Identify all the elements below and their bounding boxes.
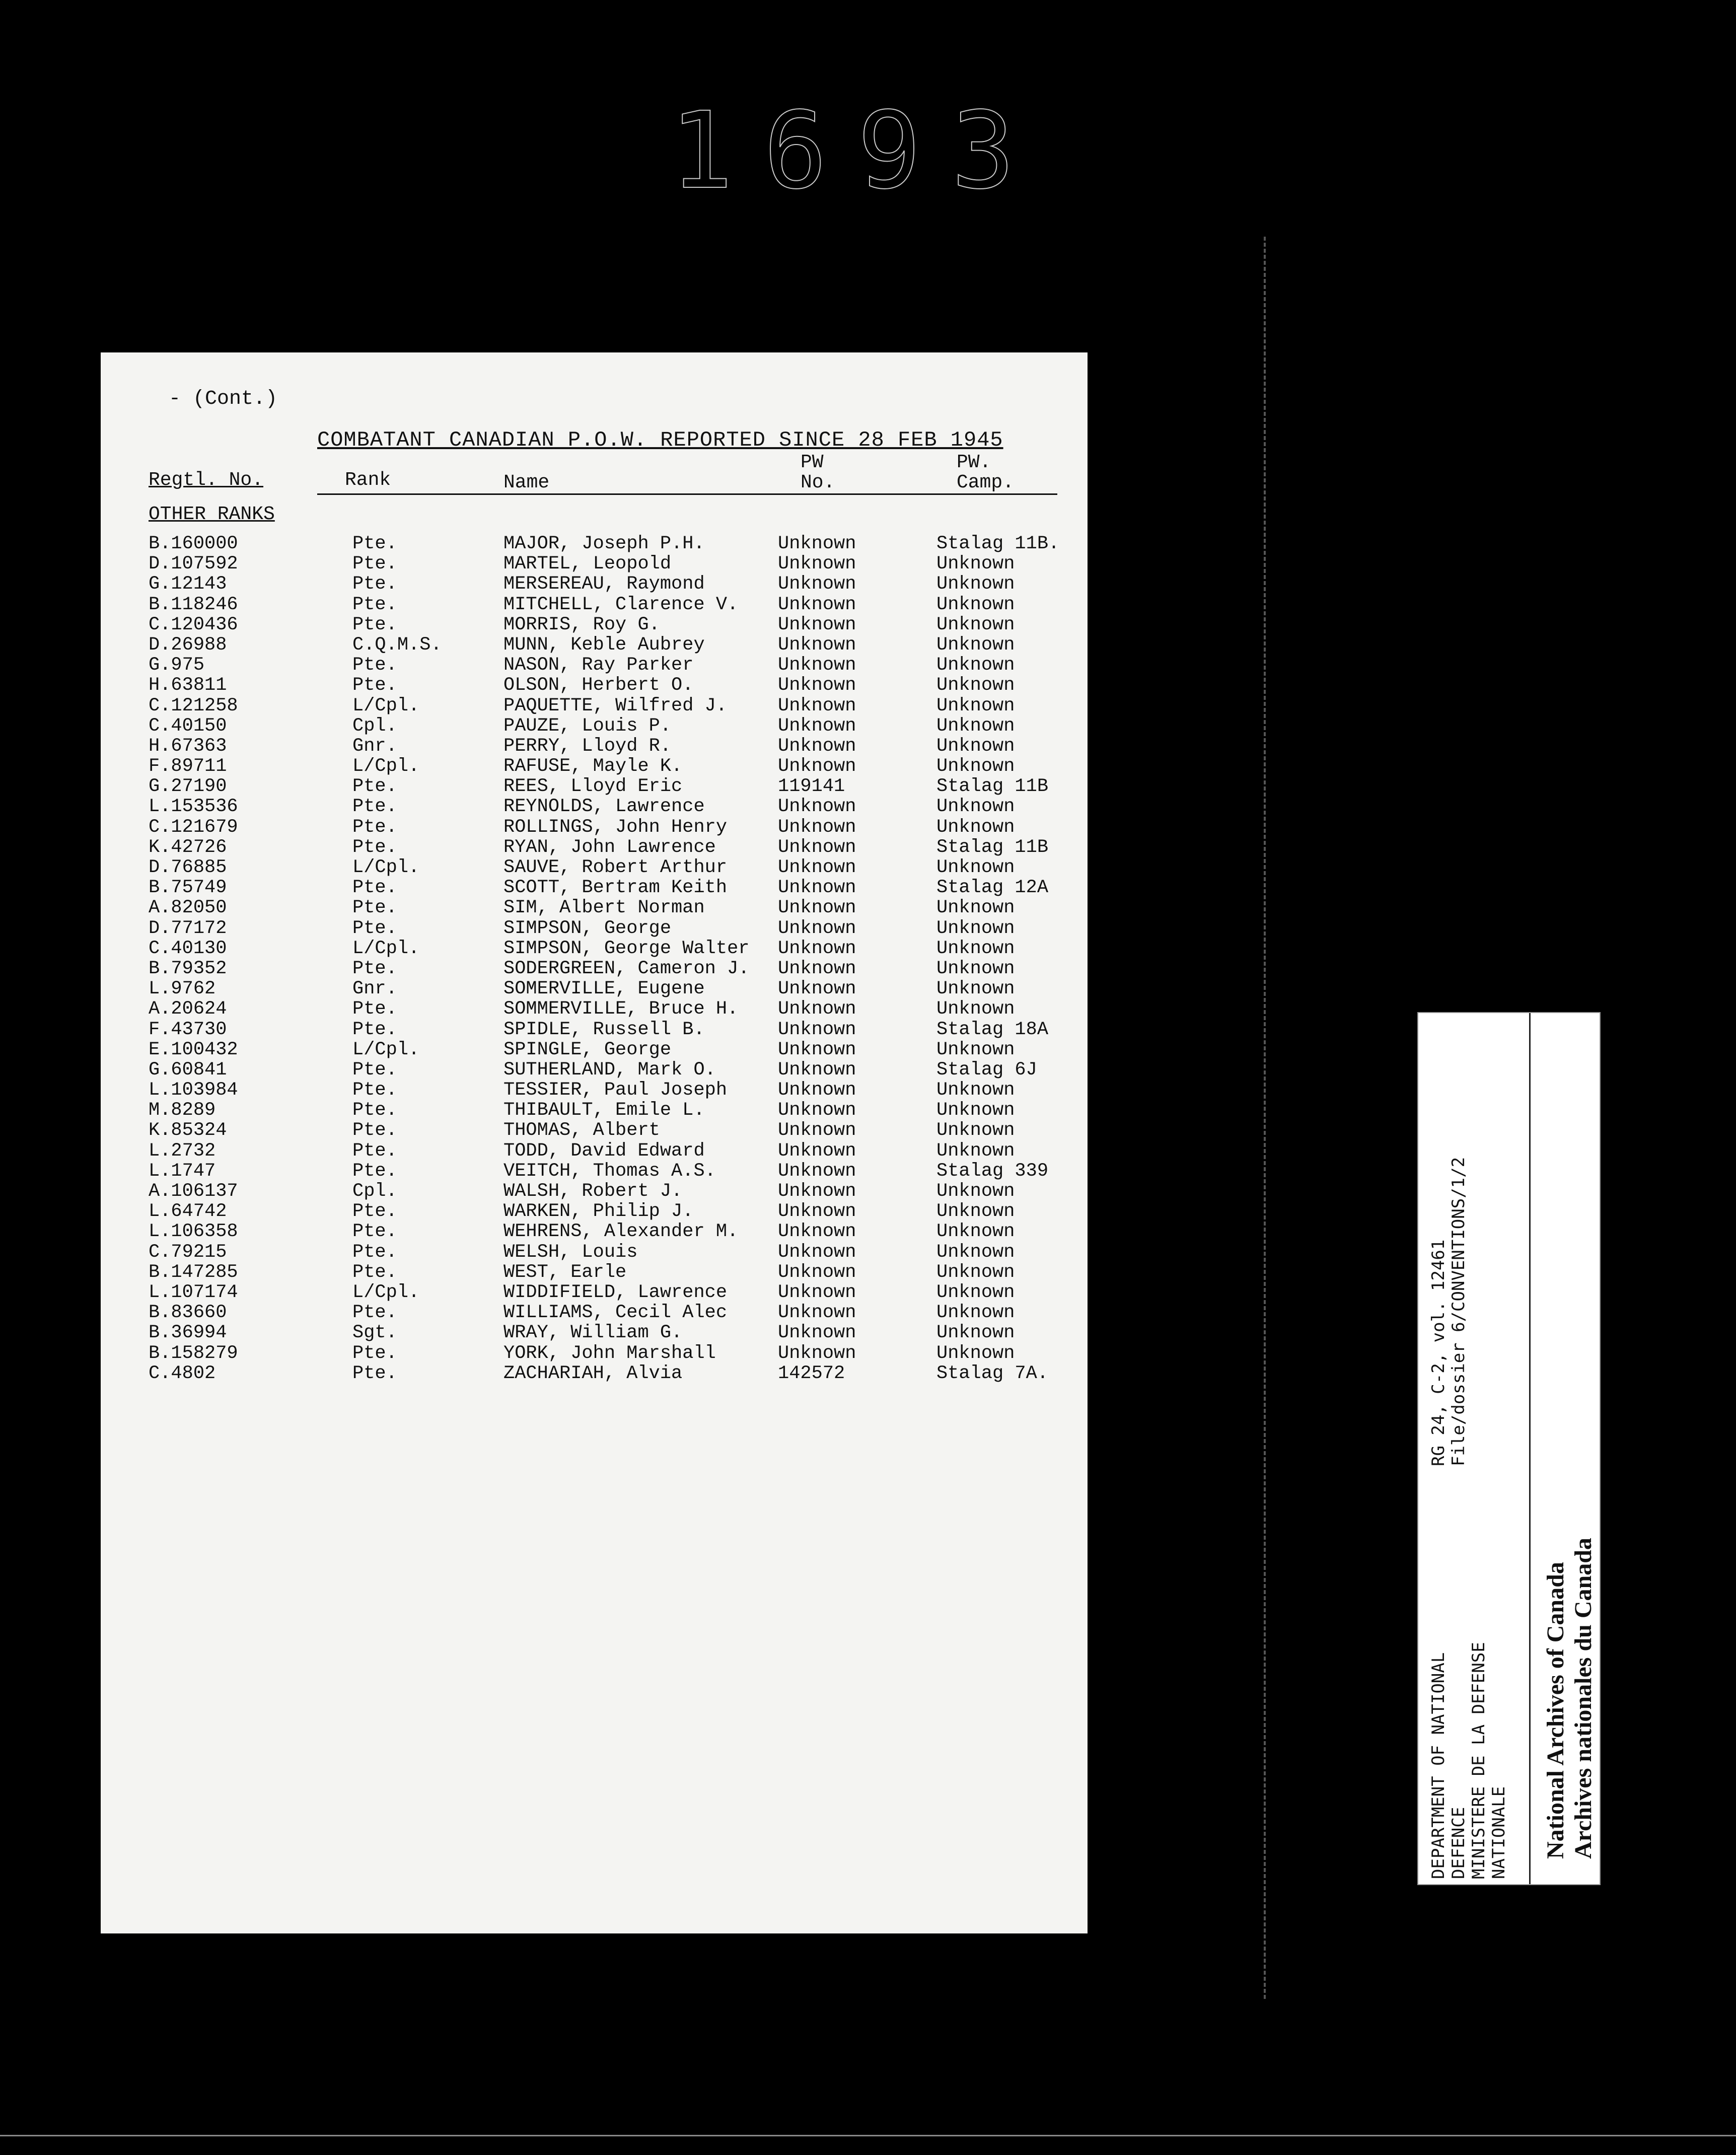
cell-pw-no: Unknown (778, 655, 856, 676)
cell-regtl-no: L.1747 (149, 1160, 216, 1182)
cell-rank: Pte. (352, 1201, 397, 1223)
cell-rank: Pte. (352, 1221, 397, 1243)
cell-rank: Pte. (352, 655, 397, 676)
table-row (101, 1100, 1088, 1120)
cell-rank: Pte. (352, 998, 397, 1020)
cell-name: TESSIER, Paul Joseph (503, 1080, 728, 1101)
table-row (101, 756, 1088, 776)
cell-rank: C.Q.M.S. (352, 634, 442, 656)
cell-regtl-no: G.12143 (149, 573, 227, 595)
table-row (101, 554, 1088, 574)
cell-regtl-no: C.121258 (149, 695, 238, 716)
cell-name: THOMAS, Albert (503, 1120, 660, 1141)
cell-regtl-no: F.43730 (149, 1019, 227, 1040)
table-row (101, 1363, 1088, 1384)
cell-rank: Cpl. (352, 715, 397, 737)
cell-name: SIMPSON, George Walter (503, 938, 750, 959)
cell-name: WIDDIFIELD, Lawrence (503, 1281, 728, 1303)
cell-name: MUNN, Keble Aubrey (503, 634, 705, 656)
cell-pw-no: Unknown (778, 1201, 856, 1223)
cell-pw-camp: Unknown (936, 1322, 1015, 1344)
cell-pw-no: Unknown (778, 1241, 856, 1263)
table-row (101, 1303, 1088, 1323)
cell-pw-camp: Unknown (936, 1201, 1015, 1223)
cell-name: RAFUSE, Mayle K. (503, 756, 683, 777)
cell-name: SIMPSON, George (503, 917, 672, 939)
cell-name: MAJOR, Joseph P.H. (503, 533, 705, 554)
table-row (101, 857, 1088, 878)
cell-pw-camp: Unknown (936, 1039, 1015, 1060)
cell-pw-camp: Unknown (936, 695, 1015, 716)
cell-pw-camp: Unknown (936, 917, 1015, 939)
cell-pw-no: Unknown (778, 1342, 856, 1364)
cell-regtl-no: C.40130 (149, 938, 227, 959)
cell-rank: Pte. (352, 1059, 397, 1081)
cell-pw-no: Unknown (778, 1261, 856, 1283)
cell-rank: Pte. (352, 1019, 397, 1040)
header-name: Name (503, 472, 550, 493)
cell-rank: Pte. (352, 816, 397, 838)
cell-pw-camp: Unknown (936, 614, 1015, 635)
cell-regtl-no: D.26988 (149, 634, 227, 656)
cell-regtl-no: E.100432 (149, 1039, 238, 1060)
cell-pw-camp: Stalag 11B (936, 776, 1049, 798)
header-pw-no-1: PW (801, 452, 824, 473)
cell-regtl-no: G.975 (149, 655, 205, 676)
continued-label: - (Cont.) (169, 388, 278, 410)
cell-regtl-no: B.79352 (149, 958, 227, 979)
cell-name: WELSH, Louis (503, 1241, 638, 1263)
cell-regtl-no: C.120436 (149, 614, 238, 635)
cell-name: ROLLINGS, John Henry (503, 816, 728, 838)
table-row (101, 736, 1088, 756)
cell-pw-no: Unknown (778, 877, 856, 899)
cell-pw-camp: Unknown (936, 1140, 1015, 1162)
cell-pw-no: Unknown (778, 1059, 856, 1081)
table-row (101, 595, 1088, 615)
cell-pw-no: Unknown (778, 533, 856, 554)
cell-pw-no: Unknown (778, 1039, 856, 1060)
cell-pw-camp: Unknown (936, 1080, 1015, 1101)
cell-rank: L/Cpl. (352, 857, 420, 878)
cell-name: REES, Lloyd Eric (503, 776, 683, 798)
dept-line-2: DEFENCE (1449, 1807, 1469, 1879)
cell-name: SCOTT, Bertram Keith (503, 877, 728, 899)
cell-pw-no: Unknown (778, 756, 856, 777)
cell-rank: Pte. (352, 917, 397, 939)
document-sheet (101, 352, 1088, 1933)
table-row (101, 1120, 1088, 1140)
cell-name: SPIDLE, Russell B. (503, 1019, 705, 1040)
cell-pw-camp: Stalag 12A (936, 877, 1049, 899)
archives-name-fr: Archives nationales du Canada (1570, 1538, 1597, 1859)
cell-regtl-no: C.4802 (149, 1362, 216, 1384)
cell-pw-camp: Unknown (936, 816, 1015, 838)
cell-name: REYNOLDS, Lawrence (503, 796, 705, 818)
cell-pw-camp: Unknown (936, 1120, 1015, 1141)
cell-rank: L/Cpl. (352, 1281, 420, 1303)
cell-pw-camp: Unknown (936, 958, 1015, 979)
cell-rank: Pte. (352, 553, 397, 575)
cell-pw-no: Unknown (778, 1100, 856, 1121)
cell-regtl-no: D.107592 (149, 553, 238, 575)
table-row (101, 574, 1088, 594)
cell-pw-camp: Unknown (936, 1241, 1015, 1263)
cell-name: MARTEL, Leopold (503, 553, 672, 575)
cell-pw-no: Unknown (778, 634, 856, 656)
table-row (101, 776, 1088, 797)
cell-regtl-no: C.79215 (149, 1241, 227, 1263)
cell-regtl-no: G.60841 (149, 1059, 227, 1081)
cell-rank: Pte. (352, 1342, 397, 1364)
cell-name: SOMMERVILLE, Bruce H. (503, 998, 739, 1020)
cell-rank: Pte. (352, 1302, 397, 1324)
table-row (101, 1323, 1088, 1343)
cell-regtl-no: H.67363 (149, 735, 227, 757)
table-row (101, 1181, 1088, 1201)
archive-label-reference (1418, 1013, 1531, 1884)
table-row (101, 1201, 1088, 1222)
cell-pw-no: Unknown (778, 695, 856, 716)
cell-rank: Pte. (352, 573, 397, 595)
cell-pw-no: Unknown (778, 1181, 856, 1202)
cell-pw-no: Unknown (778, 1120, 856, 1141)
cell-regtl-no: B.83660 (149, 1302, 227, 1324)
cell-pw-camp: Stalag 7A. (936, 1362, 1049, 1384)
table-row (101, 918, 1088, 939)
cell-pw-camp: Unknown (936, 735, 1015, 757)
cell-regtl-no: D.77172 (149, 917, 227, 939)
table-row (101, 1060, 1088, 1080)
archive-label (1417, 1012, 1601, 1885)
header-rule (317, 493, 1057, 495)
cell-pw-no: Unknown (778, 553, 856, 575)
cell-rank: Pte. (352, 1120, 397, 1141)
table-row (101, 797, 1088, 817)
cell-name: WRAY, William G. (503, 1322, 683, 1344)
cell-pw-no: Unknown (778, 1322, 856, 1344)
table-row (101, 1040, 1088, 1060)
cell-pw-no: 142572 (778, 1362, 845, 1384)
cell-name: SUTHERLAND, Mark O. (503, 1059, 716, 1081)
cell-rank: Pte. (352, 1241, 397, 1263)
cell-pw-camp: Unknown (936, 553, 1015, 575)
cell-name: PAQUETTE, Wilfred J. (503, 695, 728, 716)
cell-rank: Pte. (352, 897, 397, 919)
cell-regtl-no: F.89711 (149, 756, 227, 777)
table-row (101, 1141, 1088, 1161)
cell-rank: Gnr. (352, 735, 397, 757)
cell-name: WARKEN, Philip J. (503, 1201, 694, 1223)
table-row (101, 999, 1088, 1019)
cell-regtl-no: L.107174 (149, 1281, 238, 1303)
dept-line-3: MINISTERE DE LA DEFENSE (1469, 1642, 1489, 1879)
cell-regtl-no: B.160000 (149, 533, 238, 554)
cell-pw-no: Unknown (778, 1160, 856, 1182)
document-title: COMBATANT CANADIAN P.O.W. REPORTED SINCE 28 FEB 1945 (317, 428, 1003, 452)
cell-pw-camp: Stalag 11B. (936, 533, 1060, 554)
cell-pw-camp: Unknown (936, 1281, 1015, 1303)
cell-pw-no: 119141 (778, 776, 845, 798)
section-heading: OTHER RANKS (149, 504, 275, 525)
cell-rank: Pte. (352, 958, 397, 979)
cell-rank: Pte. (352, 1261, 397, 1283)
cell-regtl-no: C.40150 (149, 715, 227, 737)
header-pw-no-2: No. (801, 472, 835, 493)
cell-name: NASON, Ray Parker (503, 655, 694, 676)
cell-pw-camp: Stalag 18A (936, 1019, 1049, 1040)
cell-pw-no: Unknown (778, 1281, 856, 1303)
cell-pw-no: Unknown (778, 917, 856, 939)
cell-pw-camp: Unknown (936, 715, 1015, 737)
cell-rank: Pte. (352, 675, 397, 696)
cell-pw-camp: Stalag 339 (936, 1160, 1049, 1182)
cell-rank: Pte. (352, 1160, 397, 1182)
cell-rank: L/Cpl. (352, 1039, 420, 1060)
cell-regtl-no: A.20624 (149, 998, 227, 1020)
cell-pw-camp: Unknown (936, 594, 1015, 615)
cell-regtl-no: B.158279 (149, 1342, 238, 1364)
ref-line-1: RG 24, C-2, vol. 12461 (1428, 1239, 1449, 1466)
cell-name: SODERGREEN, Cameron J. (503, 958, 750, 979)
cell-pw-no: Unknown (778, 1302, 856, 1324)
cell-regtl-no: L.64742 (149, 1201, 227, 1223)
cell-regtl-no: D.76885 (149, 857, 227, 878)
table-row (101, 1262, 1088, 1282)
ref-line-2: File/dossier 6/CONVENTIONS/1/2 (1449, 1157, 1469, 1466)
cell-pw-camp: Unknown (936, 897, 1015, 919)
cell-pw-no: Unknown (778, 796, 856, 818)
cell-regtl-no: B.75749 (149, 877, 227, 899)
cell-pw-no: Unknown (778, 897, 856, 919)
frame-divider (1264, 237, 1266, 1999)
dept-line-1: DEPARTMENT OF NATIONAL (1428, 1652, 1449, 1879)
table-row (101, 878, 1088, 898)
table-row (101, 1080, 1088, 1100)
table-row (101, 1020, 1088, 1040)
cell-regtl-no: K.42726 (149, 836, 227, 858)
cell-rank: L/Cpl. (352, 695, 420, 716)
table-row (101, 635, 1088, 655)
cell-name: MERSEREAU, Raymond (503, 573, 705, 595)
cell-name: TODD, David Edward (503, 1140, 705, 1162)
cell-name: WALSH, Robert J. (503, 1181, 683, 1202)
cell-name: MORRIS, Roy G. (503, 614, 660, 635)
cell-name: OLSON, Herbert O. (503, 675, 694, 696)
cell-pw-camp: Unknown (936, 655, 1015, 676)
cell-regtl-no: L.103984 (149, 1080, 238, 1101)
cell-regtl-no: L.106358 (149, 1221, 238, 1243)
table-row (101, 1242, 1088, 1262)
table-row (101, 696, 1088, 716)
cell-regtl-no: B.36994 (149, 1322, 227, 1344)
cell-pw-no: Unknown (778, 573, 856, 595)
header-pw-camp-1: PW. (957, 452, 991, 473)
cell-name: WEST, Earle (503, 1261, 627, 1283)
cell-rank: Pte. (352, 614, 397, 635)
cell-pw-camp: Unknown (936, 1100, 1015, 1121)
cell-pw-no: Unknown (778, 857, 856, 878)
cell-pw-camp: Stalag 6J (936, 1059, 1037, 1081)
cell-rank: Pte. (352, 1100, 397, 1121)
cell-rank: Pte. (352, 1080, 397, 1101)
cell-pw-no: Unknown (778, 715, 856, 737)
cell-rank: Pte. (352, 796, 397, 818)
cell-pw-camp: Unknown (936, 796, 1015, 818)
cell-pw-no: Unknown (778, 816, 856, 838)
cell-rank: Sgt. (352, 1322, 397, 1344)
cell-regtl-no: G.27190 (149, 776, 227, 798)
cell-pw-camp: Unknown (936, 978, 1015, 1000)
cell-rank: L/Cpl. (352, 756, 420, 777)
cell-name: SIM, Albert Norman (503, 897, 705, 919)
cell-rank: Pte. (352, 1362, 397, 1384)
cell-pw-no: Unknown (778, 836, 856, 858)
cell-pw-camp: Unknown (936, 1221, 1015, 1243)
table-row (101, 534, 1088, 554)
cell-pw-camp: Unknown (936, 938, 1015, 959)
cell-name: PERRY, Lloyd R. (503, 735, 672, 757)
cell-regtl-no: H.63811 (149, 675, 227, 696)
cell-pw-camp: Unknown (936, 573, 1015, 595)
table-row (101, 675, 1088, 695)
cell-name: YORK, John Marshall (503, 1342, 716, 1364)
cell-name: WEHRENS, Alexander M. (503, 1221, 739, 1243)
table-row (101, 979, 1088, 999)
cell-pw-camp: Unknown (936, 1181, 1015, 1202)
cell-regtl-no: C.121679 (149, 816, 238, 838)
cell-pw-no: Unknown (778, 735, 856, 757)
cell-rank: Pte. (352, 594, 397, 615)
cell-name: SAUVE, Robert Arthur (503, 857, 728, 878)
cell-pw-camp: Unknown (936, 634, 1015, 656)
cell-pw-no: Unknown (778, 614, 856, 635)
cell-name: VEITCH, Thomas A.S. (503, 1160, 716, 1182)
cell-regtl-no: K.85324 (149, 1120, 227, 1141)
cell-pw-no: Unknown (778, 1221, 856, 1243)
cell-pw-camp: Unknown (936, 675, 1015, 696)
cell-pw-no: Unknown (778, 1019, 856, 1040)
table-row (101, 959, 1088, 979)
cell-name: MITCHELL, Clarence V. (503, 594, 739, 615)
cell-regtl-no: A.106137 (149, 1181, 238, 1202)
cell-rank: Pte. (352, 877, 397, 899)
table-row (101, 716, 1088, 736)
header-pw-camp-2: Camp. (957, 472, 1015, 493)
cell-name: WILLIAMS, Cecil Alec (503, 1302, 728, 1324)
cell-name: THIBAULT, Emile L. (503, 1100, 705, 1121)
cell-pw-no: Unknown (778, 1080, 856, 1101)
cell-pw-no: Unknown (778, 675, 856, 696)
frame-number: 1693 (670, 89, 1045, 212)
cell-pw-camp: Unknown (936, 857, 1015, 878)
table-row (101, 615, 1088, 635)
table-row (101, 1282, 1088, 1303)
cell-name: ZACHARIAH, Alvia (503, 1362, 683, 1384)
table-row (101, 1343, 1088, 1363)
cell-pw-camp: Stalag 11B (936, 836, 1049, 858)
cell-pw-no: Unknown (778, 958, 856, 979)
cell-regtl-no: B.118246 (149, 594, 238, 615)
cell-regtl-no: M.8289 (149, 1100, 216, 1121)
cell-pw-no: Unknown (778, 594, 856, 615)
cell-regtl-no: A.82050 (149, 897, 227, 919)
cell-pw-camp: Unknown (936, 756, 1015, 777)
cell-pw-camp: Unknown (936, 1261, 1015, 1283)
table-row (101, 1161, 1088, 1181)
cell-name: PAUZE, Louis P. (503, 715, 672, 737)
cell-rank: Pte. (352, 533, 397, 554)
cell-regtl-no: B.147285 (149, 1261, 238, 1283)
cell-pw-no: Unknown (778, 1140, 856, 1162)
film-edge-line (0, 2135, 1736, 2136)
cell-pw-no: Unknown (778, 978, 856, 1000)
table-row (101, 837, 1088, 857)
cell-pw-camp: Unknown (936, 998, 1015, 1020)
cell-rank: Gnr. (352, 978, 397, 1000)
cell-rank: Cpl. (352, 1181, 397, 1202)
cell-name: RYAN, John Lawrence (503, 836, 716, 858)
table-row (101, 939, 1088, 959)
table-row (101, 655, 1088, 675)
table-row (101, 1222, 1088, 1242)
cell-rank: Pte. (352, 776, 397, 798)
table-row (101, 817, 1088, 837)
cell-rank: Pte. (352, 836, 397, 858)
cell-rank: Pte. (352, 1140, 397, 1162)
archives-name-en: National Archives of Canada (1542, 1562, 1569, 1859)
header-regtl-no: Regtl. No. (149, 469, 264, 491)
table-row (101, 898, 1088, 918)
cell-regtl-no: L.2732 (149, 1140, 216, 1162)
dept-line-4: NATIONALE (1489, 1786, 1509, 1879)
cell-name: SPINGLE, George (503, 1039, 672, 1060)
roster-table (101, 534, 1088, 1384)
cell-name: SOMERVILLE, Eugene (503, 978, 705, 1000)
cell-regtl-no: L.9762 (149, 978, 216, 1000)
header-rank: Rank (345, 469, 391, 491)
cell-rank: L/Cpl. (352, 938, 420, 959)
cell-pw-camp: Unknown (936, 1302, 1015, 1324)
cell-pw-camp: Unknown (936, 1342, 1015, 1364)
cell-regtl-no: L.153536 (149, 796, 238, 818)
cell-pw-no: Unknown (778, 938, 856, 959)
cell-pw-no: Unknown (778, 998, 856, 1020)
